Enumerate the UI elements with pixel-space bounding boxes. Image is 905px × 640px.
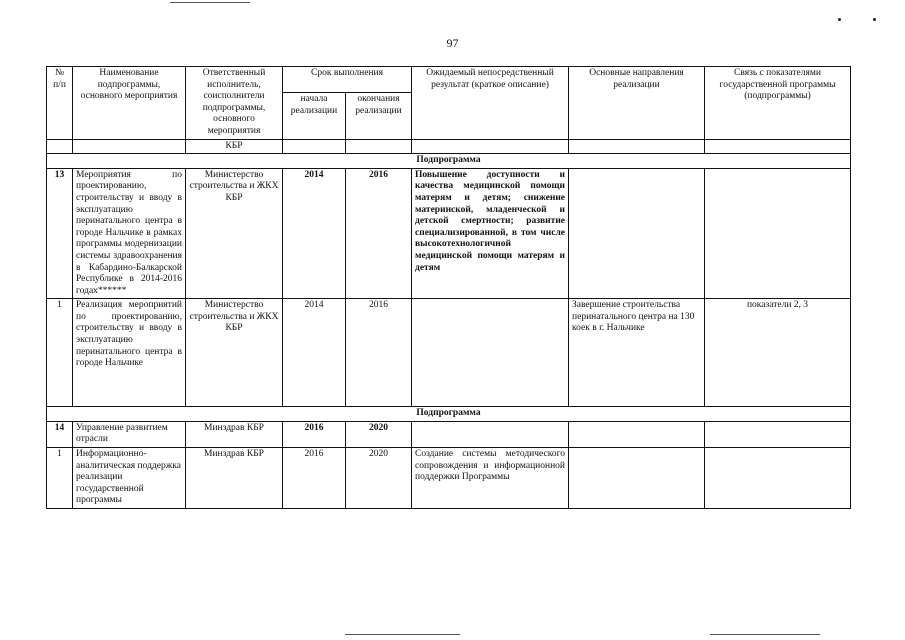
row-number: 13 xyxy=(47,168,73,299)
table-row xyxy=(47,421,851,447)
table-row xyxy=(47,299,851,407)
col-end-header: окончания реализации xyxy=(346,92,412,139)
table-row xyxy=(47,448,851,509)
scan-dot xyxy=(838,18,841,21)
section-row xyxy=(47,154,851,169)
row-number: 14 xyxy=(47,421,73,447)
row-end: 2020 xyxy=(346,448,412,509)
row-name: Информационно-аналитическая поддержка реализации государственной программы xyxy=(73,448,186,509)
row-responsible: Минздрав КБР xyxy=(186,421,283,447)
scan-line-bottom xyxy=(345,634,460,635)
scan-line-top xyxy=(170,2,250,3)
program-table xyxy=(46,66,851,509)
row-number: 1 xyxy=(47,448,73,509)
row-result xyxy=(412,299,569,407)
row-directions: Завершение строительства перинатального центра на 130 коек в г. Нальчике xyxy=(569,299,705,407)
col-name-header: Наименование подпрограммы, основного мероприятия xyxy=(73,67,186,140)
row-result: Повышение доступности и качества медицинской помощи матерям и детям; снижение материнской, младенческой и детской смертности; развитие специализированной, в том числе высокотехнологичной медицинской помощи матерям и детям xyxy=(412,168,569,299)
row-link xyxy=(705,168,851,299)
scan-line-bottom xyxy=(710,634,820,635)
row-end: 2020 xyxy=(346,421,412,447)
row-responsible: Министерство строительства и ЖКХ КБР xyxy=(186,299,283,407)
row-name: Мероприятия по проектированию, строительству и вводу в эксплуатацию перинатального центра в городе Нальчике в рамках программы модернизации системы здравоохранения в Кабардино-Балкарской Республике в 2014-2016 годах****** xyxy=(73,168,186,299)
section-label: Подпрограмма xyxy=(47,407,851,422)
scan-dot xyxy=(873,18,876,21)
row-start: 2014 xyxy=(283,168,346,299)
row-name: Реализация мероприятий по проектированию, строительству и вводу в эксплуатацию перинатального центра в городе Нальчике xyxy=(73,299,186,407)
row-start: 2014 xyxy=(283,299,346,407)
row-end: 2016 xyxy=(346,299,412,407)
row-link: показатели 2, 3 xyxy=(705,299,851,407)
col-directions-header: Основные направления реализации xyxy=(569,67,705,140)
row-link xyxy=(705,421,851,447)
col-result-header: Ожидаемый непосредственный результат (краткое описание) xyxy=(412,67,569,140)
row-name: Управление развитием отрасли xyxy=(73,421,186,447)
row-start: 2016 xyxy=(283,421,346,447)
table-row-carry xyxy=(47,139,851,154)
header-row xyxy=(47,67,851,93)
row-number: 1 xyxy=(47,299,73,407)
col-start-header: начала реализации xyxy=(283,92,346,139)
row-link xyxy=(705,448,851,509)
col-link-header: Связь с показателями государственной программы (подпрограммы) xyxy=(705,67,851,140)
page-number: 97 xyxy=(446,36,459,50)
row-responsible: Министерство строительства и ЖКХ КБР xyxy=(186,168,283,299)
col-period-header: Срок выполнения xyxy=(283,67,412,93)
col-responsible-header: Ответственный исполнитель, соисполнители подпрограммы, основного мероприятия xyxy=(186,67,283,140)
section-label: Подпрограмма xyxy=(47,154,851,169)
row-start: 2016 xyxy=(283,448,346,509)
row-result xyxy=(412,421,569,447)
table-row xyxy=(47,168,851,299)
section-row xyxy=(47,407,851,422)
row-end: 2016 xyxy=(346,168,412,299)
row-directions xyxy=(569,168,705,299)
row-responsible: Минздрав КБР xyxy=(186,448,283,509)
row-directions xyxy=(569,448,705,509)
carry-responsible: КБР xyxy=(186,139,283,154)
row-result: Создание системы методического сопровождения и информационной поддержки Программы xyxy=(412,448,569,509)
row-directions xyxy=(569,421,705,447)
col-num-header: № п/п xyxy=(47,67,73,140)
